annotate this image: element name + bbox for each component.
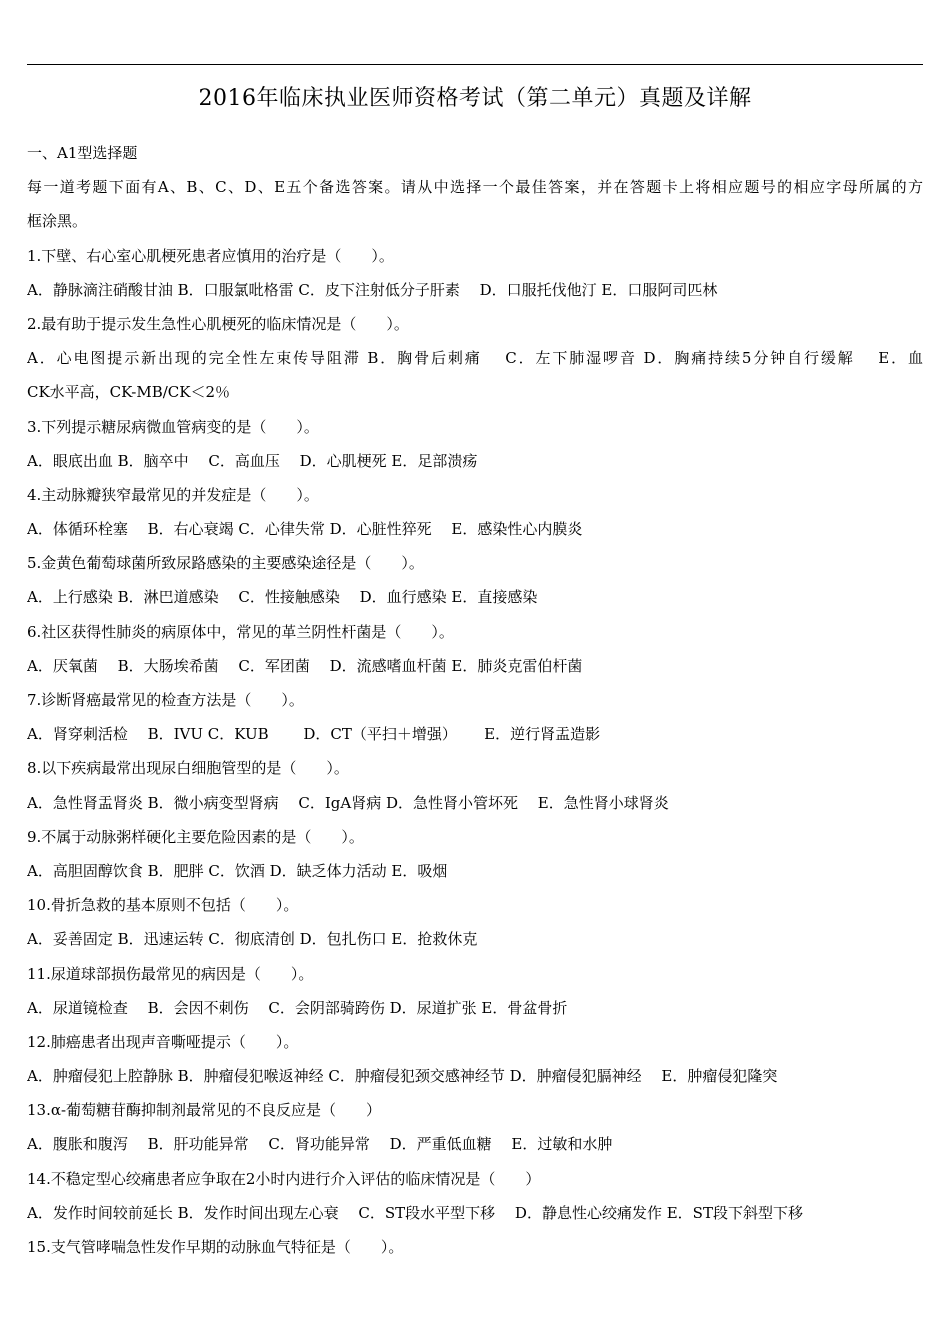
- question-stem: 12.肺癌患者出现声音嘶哑提示（ ）。: [27, 1032, 299, 1051]
- instructions-line: 框涂黑。: [27, 212, 88, 231]
- question-stem: 10.骨折急救的基本原则不包括（ ）。: [27, 896, 299, 915]
- question-stem: 9.不属于动脉粥样硬化主要危险因素的是（ ）。: [27, 827, 364, 846]
- question-options: CK水平高，CK-MB/CK＜2％: [27, 383, 231, 402]
- question-options: A．心电图提示新出现的完全性左束传导阻滞 B．胸骨后刺痛 C．左下肺湿啰音 D．胸痛持续5分钟自行缓解 E．血: [27, 349, 923, 368]
- question-options: A．高胆固醇饮食 B．肥胖 C．饮酒 D．缺乏体力活动 E．吸烟: [27, 861, 448, 880]
- question-options: A．体循环栓塞 B．右心衰竭 C．心律失常 D．心脏性猝死 E．感染性心内膜炎: [27, 520, 583, 539]
- question-options: A．肾穿刺活检 B．IVU C．KUB D．CT（平扫＋增强） E．逆行肾盂造影: [27, 725, 601, 744]
- question-stem: 14.不稳定型心绞痛患者应争取在2小时内进行介入评估的临床情况是（ ）: [27, 1169, 541, 1188]
- question-stem: 15.支气管哮喘急性发作早期的动脉血气特征是（ ）。: [27, 1238, 404, 1256]
- question-stem: 5.金黄色葡萄球菌所致尿路感染的主要感染途径是（ ）。: [27, 554, 424, 573]
- question-stem: 8.以下疾病最常出现尿白细胞管型的是（ ）。: [27, 759, 349, 778]
- question-options: A．上行感染 B．淋巴道感染 C．性接触感染 D．血行感染 E．直接感染: [27, 588, 538, 607]
- question-options: A．厌氧菌 B．大肠埃希菌 C．军团菌 D．流感嗜血杆菌 E．肺炎克雷伯杆菌: [27, 656, 583, 675]
- question-stem: 1.下壁、右心室心肌梗死患者应慎用的治疗是（ ）。: [27, 246, 394, 265]
- question-stem: 2.最有助于提示发生急性心肌梗死的临床情况是（ ）。: [27, 314, 409, 333]
- question-options: A．急性肾盂肾炎 B．微小病变型肾病 C．IgA肾病 D．急性肾小管坏死 E．急性肾小球肾炎: [27, 793, 669, 812]
- header-rule: [27, 64, 923, 65]
- question-stem: 7.诊断肾癌最常见的检查方法是（ ）。: [27, 691, 304, 709]
- question-options: A．妥善固定 B．迅速运转 C．彻底清创 D．包扎伤口 E．抢救休克: [27, 930, 478, 949]
- question-stem: 13.α-葡萄糖苷酶抑制剂最常见的不良反应是（ ）: [27, 1101, 382, 1120]
- document-body: [27, 136, 923, 1264]
- question-options: A．肿瘤侵犯上腔静脉 B．肿瘤侵犯喉返神经 C．肿瘤侵犯颈交感神经节 D．肿瘤侵犯膈神经 E．肿瘤侵犯隆突: [27, 1067, 778, 1086]
- section-heading: 一、A1型选择题: [27, 144, 138, 162]
- question-options: A．腹胀和腹泻 B．肝功能异常 C．肾功能异常 D．严重低血糖 E．过敏和水肿: [27, 1135, 613, 1154]
- question-options: A．尿道镜检查 B．会因不刺伤 C．会阴部骑跨伤 D．尿道扩张 E．骨盆骨折: [27, 998, 568, 1017]
- page-title: 2016年临床执业医师资格考试（第二单元）真题及详解: [198, 86, 752, 111]
- instructions-line: 每一道考题下面有A、B、C、D、E五个备选答案。请从中选择一个最佳答案，并在答题卡上将相应题号的相应字母所属的方: [27, 178, 923, 197]
- question-stem: 11.尿道球部损伤最常见的病因是（ ）。: [27, 964, 314, 983]
- question-stem: 3.下列提示糖尿病微血管病变的是（ ）。: [27, 417, 319, 436]
- question-options: A．静脉滴注硝酸甘油 B．口服氯吡格雷 C．皮下注射低分子肝素 D．口服托伐他汀 E．口服阿司匹林: [27, 280, 718, 299]
- question-options: A．发作时间较前延长 B．发作时间出现左心衰 C．ST段水平型下移 D．静息性心绞痛发作 E．ST段下斜型下移: [27, 1203, 803, 1222]
- question-stem: 6.社区获得性肺炎的病原体中，常见的革兰阴性杆菌是（ ）。: [27, 622, 454, 641]
- question-stem: 4.主动脉瓣狭窄最常见的并发症是（ ）。: [27, 485, 319, 504]
- question-options: A．眼底出血 B．脑卒中 C．高血压 D．心肌梗死 E．足部溃疡: [27, 451, 478, 470]
